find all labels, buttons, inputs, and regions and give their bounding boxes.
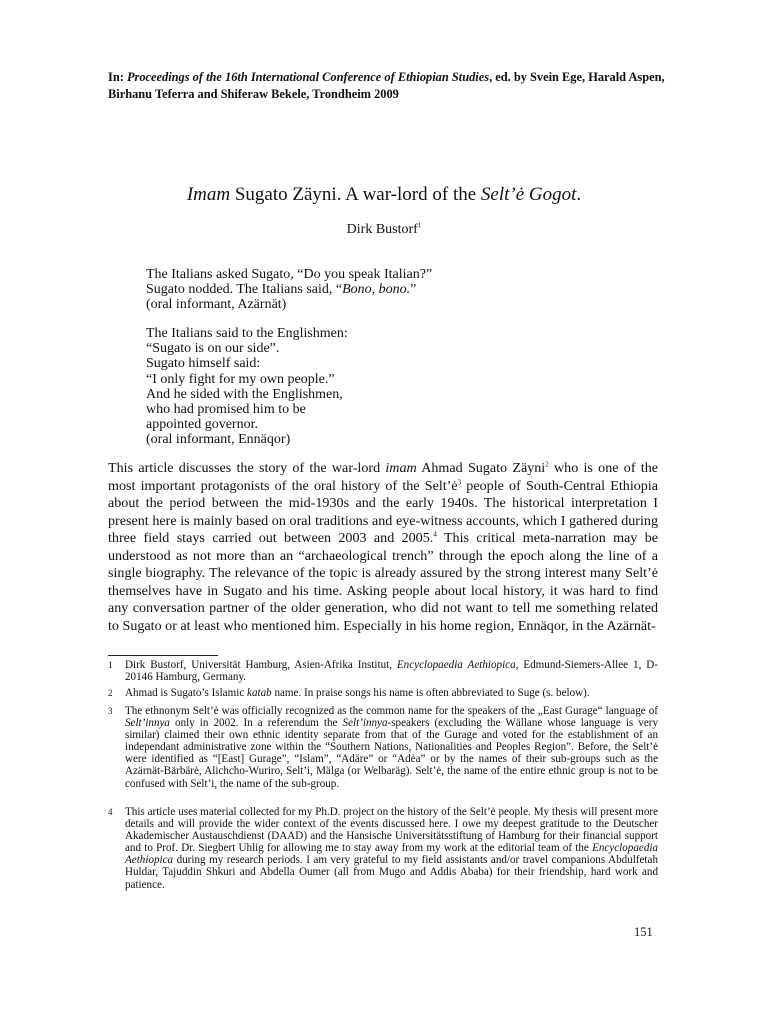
epigraph-line: appointed governor. bbox=[146, 417, 258, 433]
header-prefix: In: bbox=[108, 70, 127, 84]
footnote-segment: Dirk Bustorf, Universität Hamburg, Asien-Afrika Institut, bbox=[125, 659, 397, 671]
epigraph-line bbox=[146, 282, 566, 297]
footnote-mark-4: 4 bbox=[433, 530, 437, 539]
footnote-segment: Ahmad is Sugato’s Islamic bbox=[125, 687, 248, 699]
footnote-segment: , Edmund-Siemers-Allee 1, D-20146 Hamburg, Germany. bbox=[125, 659, 658, 684]
title-selte-gogot: Selt’ė Gogot bbox=[480, 184, 577, 205]
epigraph-line: Sugato himself said: bbox=[146, 356, 261, 372]
footnote-number: 1 bbox=[108, 660, 113, 670]
body-text-segment: who is one of the most important protagonists of the oral history of the Selt’ė bbox=[108, 460, 658, 494]
footnote-text bbox=[125, 806, 658, 891]
epigraph-text: ” bbox=[410, 282, 417, 298]
footnote-number: 2 bbox=[108, 688, 113, 698]
footnote-segment: name. In praise songs his name is often abbreviated to Suge (s. below). bbox=[271, 687, 590, 699]
footnote-italic: Selt’innya bbox=[342, 717, 388, 730]
footnote-segment: during my research periods. I am very grateful to my field assistants and/or travel companions Abdulfetah Huldar, Tajuddin Shkuri and Abdella Oumer (all from Mugo and Addis Ababa) for their friendship, hard work and patience. bbox=[125, 854, 658, 891]
epigraph-italic-quote: Bono, bono. bbox=[342, 282, 411, 298]
epigraph-line: “Sugato is on our side”. bbox=[146, 341, 280, 357]
footnote-italic: Encyclopaedia Aethiopica bbox=[125, 842, 658, 867]
footnote-4 bbox=[108, 806, 658, 891]
body-text-segment: This critical meta-narration may be understood as not more than an “archaeological trench” through the epoch along the line of a single biography. The relevance of the topic is already assured by the strong interest many Selt’ė themselves have in Sugato and his time. Asking people about local history, it was hard to find any conversation partner of the older generation, who did not want to tell me something related to Sugato or at least who mentioned him. Especially in his home region, Ennäqor, in the Azärnät- bbox=[108, 530, 659, 634]
header-editors: , ed. by Svein Ege, Harald Aspen, Birhanu Teferra and Shiferaw Bekele, Trondheim 2009 bbox=[108, 70, 665, 101]
publication-header bbox=[108, 69, 668, 103]
epigraph-attribution: (oral informant, Azärnät) bbox=[146, 297, 287, 313]
epigraph-1 bbox=[146, 267, 566, 313]
footnote-mark-3: 3 bbox=[457, 477, 462, 486]
footnote-mark-1: 1 bbox=[417, 221, 422, 230]
title-main: Sugato Zäyni. A war-lord of the bbox=[230, 184, 481, 205]
paragraph bbox=[108, 460, 658, 635]
proceedings-title: Proceedings of the 16th International Conference of Ethiopian Studies bbox=[126, 70, 490, 84]
title-period: . bbox=[576, 184, 582, 205]
footnote-segment: The ethnonym Selt’ė was officially recognized as the common name for the speakers of the „East Gurage“ language of bbox=[125, 705, 658, 717]
footnote-segment: This article uses material collected for my Ph.D. project on the history of the Selt’ė people. My thesis will present more details and will provide the wider context of the events discussed here. I owe my deepest gratitude to the Deutscher Akademischer Austauschdienst (DAAD) and the Hansische Universitätsstiftung of Hamburg for their financial support and to Prof. Dr. Siegbert Uhlig for allowing me to stay away from my work at the editorial team of the bbox=[125, 806, 658, 855]
article-title bbox=[0, 183, 768, 207]
epigraph-attribution: (oral informant, Ennäqor) bbox=[146, 432, 291, 448]
body-text-segment: people of South-Central Ethiopia about the period between the mid-1930s and the early 1940s. The historical interpretation I present here is mainly based on oral traditions and eye-witness accounts, which I gathered during three field stays carried out between 2003 and 2005. bbox=[108, 477, 658, 546]
author-line bbox=[0, 221, 768, 239]
epigraph-line: The Italians asked Sugato, “Do you speak Italian?” bbox=[146, 267, 433, 282]
epigraph-2 bbox=[146, 326, 566, 448]
title-imam: Imam bbox=[186, 184, 231, 205]
footnote-italic: katab bbox=[247, 687, 272, 699]
epigraph-line: And he sided with the Englishmen, bbox=[146, 386, 343, 402]
body-text-segment: This article discusses the story of the war-lord bbox=[108, 460, 386, 476]
footnote-number: 4 bbox=[108, 807, 113, 817]
footnote-segment: only in 2002. In a referendum the bbox=[169, 717, 343, 730]
epigraph-line: “I only fight for my own people.” bbox=[146, 371, 335, 387]
epigraph-text: Sugato nodded. The Italians said, “ bbox=[146, 282, 343, 298]
footnote-text bbox=[125, 705, 658, 790]
footnote-1 bbox=[108, 659, 658, 683]
epigraph-line: The Italians said to the Englishmen: bbox=[146, 326, 348, 341]
footnote-separator bbox=[108, 655, 218, 656]
footnote-2 bbox=[108, 687, 658, 699]
footnote-italic: Encyclopaedia Aethiopica bbox=[396, 659, 516, 671]
footnote-italic: Selt’innya bbox=[125, 717, 170, 730]
body-text-segment: Ahmad Sugato Zäyni bbox=[416, 460, 546, 476]
footnote-text bbox=[125, 659, 658, 683]
footnote-mark-2: 2 bbox=[545, 460, 549, 469]
author-name: Dirk Bustorf bbox=[346, 222, 418, 237]
footnote-segment: -speakers (excluding the Wällane whose language is very similar) claimed their own ethnic identity separate from that of the Gurage and voted for the establishment of an independant administrative zone within the “Southern Nations, Nationalities and Peoples Region”. Before, the Selt’ė were identified as “[East] Gurage”, “Islam”, “Adäre” or “Adėa” or by the names of their sub-groups such as the Azärnät-Bärbärė, Alichcho-Wuriro, Selt’i, Mälga (or Welbaräg). Selt’ė, the name of the entire ethnic group is not to be confused with Selt’i, the name of the sub-group. bbox=[125, 717, 658, 790]
body-italic-term: imam bbox=[385, 460, 417, 476]
page-number: 151 bbox=[634, 925, 653, 939]
body-paragraph bbox=[108, 460, 658, 635]
epigraph-line: who had promised him to be bbox=[146, 402, 306, 418]
footnote-text bbox=[125, 687, 658, 699]
footnote-3 bbox=[108, 705, 658, 790]
footnote-number: 3 bbox=[108, 706, 113, 716]
